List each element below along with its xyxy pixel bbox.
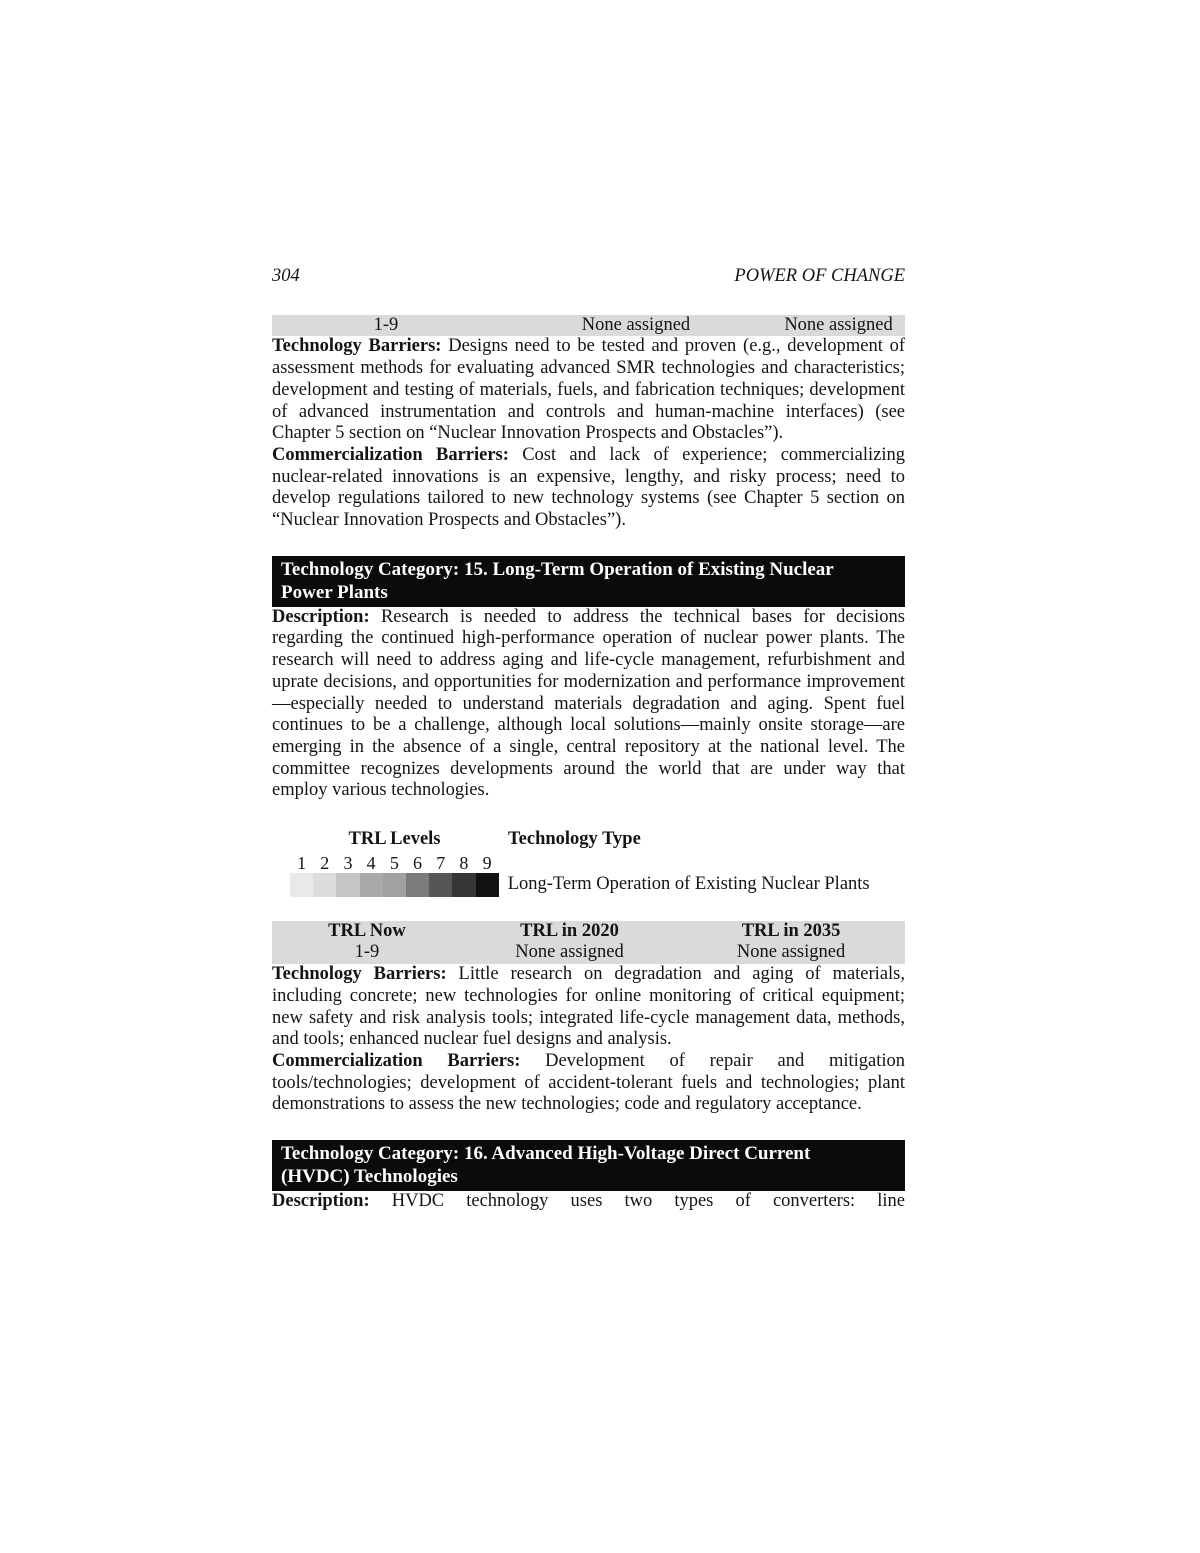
trl-2020-value: None assigned: [515, 942, 624, 963]
trl-2020-value: None assigned: [581, 314, 691, 335]
trl-level-7: 7: [436, 852, 446, 873]
technology-type-value: Long-Term Operation of Existing Nuclear Plants: [507, 873, 870, 894]
category-15-title-line1: Technology Category: 15. Long-Term Operation of Existing Nuclear: [281, 558, 834, 580]
trl-level-4: 4: [366, 852, 376, 873]
smr-technology-barriers-paragraph: [272, 336, 905, 445]
category-15-commercialization-barriers-paragraph: [272, 1051, 905, 1116]
trl-level-chart: [272, 829, 905, 897]
technology-barriers-label: Technology Barriers:: [272, 336, 442, 357]
trl-square-2: [313, 873, 336, 897]
trl-now-header: TRL Now: [328, 920, 406, 941]
category-15-title-line2: Power Plants: [281, 581, 388, 603]
trl-table-value-row: [272, 942, 905, 964]
page-content: [272, 266, 905, 1213]
commercialization-barriers-text: Cost and lack of experience; commercializing nuclear-related innovations is an expensive, lengthy, and risky process; need to develop regulations tailored to new technology systems (see Chapter 5 section on “Nuclear Innovation Prospects and Obstacles”).: [272, 444, 905, 531]
category-15-technology-barriers-paragraph: [272, 964, 905, 1051]
trl-2035-value: None assigned: [784, 314, 893, 335]
trl-now-value: 1-9: [373, 314, 399, 335]
description-text: HVDC technology uses two types of converters: line: [391, 1191, 905, 1212]
trl-level-numbers: [290, 853, 905, 873]
trl-square-3: [336, 873, 359, 897]
trl-gradient-strip: [290, 873, 499, 897]
trl-now-value: 1-9: [354, 942, 380, 963]
trl-level-2: 2: [320, 852, 330, 873]
category-16-header-bar: [272, 1140, 905, 1191]
trl-levels-heading: TRL Levels: [348, 829, 441, 850]
commercialization-barriers-text: Development of repair and mitigation tools/technologies; development of accident-tolerant fuels and technologies; plant demonstrations to assess the new technologies; code and regulatory acceptance.: [272, 1050, 905, 1115]
technology-barriers-text: Designs need to be tested and proven (e.g., development of assessment methods for evaluating advanced SMR technologies and characteristics; development and testing of materials, fuels, and fabrication techniques; development of advanced instrumentation and controls and human-machine interfaces) (see Chapter 5 section on “Nuclear Innovation Prospects and Obstacles”).: [272, 336, 905, 444]
page-number: 304: [272, 266, 300, 286]
running-header: [272, 266, 905, 288]
category-16-description-paragraph: [272, 1191, 905, 1213]
trl-table-header-row: [272, 921, 905, 943]
trl-square-9: [476, 873, 499, 897]
description-label: Description:: [272, 1191, 370, 1212]
trl-square-8: [452, 873, 475, 897]
category-15-description-paragraph: [272, 607, 905, 802]
technology-type-heading: Technology Type: [508, 829, 641, 850]
trl-square-1: [290, 873, 313, 897]
trl-table-continuation-row: [272, 315, 905, 337]
commercialization-barriers-label: Commercialization Barriers:: [272, 444, 509, 465]
trl-2035-header: TRL in 2035: [741, 920, 841, 941]
category-15-header-bar: [272, 556, 905, 607]
technology-barriers-label: Technology Barriers:: [272, 964, 447, 985]
category-16-title-line1: Technology Category: 16. Advanced High-Voltage Direct Current: [281, 1143, 811, 1165]
trl-chart-headings: [272, 829, 905, 851]
trl-level-1: 1: [297, 852, 307, 873]
trl-level-8: 8: [459, 852, 469, 873]
book-title: POWER OF CHANGE: [734, 266, 905, 286]
category-16-title-line2: (HVDC) Technologies: [281, 1166, 458, 1188]
trl-summary-table: [272, 921, 905, 964]
trl-square-5: [383, 873, 406, 897]
description-text: Research is needed to address the technical bases for decisions regarding the continued high-performance operation of nuclear power plants. The research will need to address aging and life-cycle management, refurbishment and uprate decisions, and opportunities for modernization and performance improvement—especially needed to understand materials degradation and aging. Spent fuel continues to be a challenge, although local solutions—mainly onsite storage—are emerging in the absence of a single, central repository at the national level. The committee recognizes developments around the world that are under way that employ various technologies.: [272, 606, 905, 801]
trl-level-6: 6: [413, 852, 423, 873]
trl-2020-header: TRL in 2020: [520, 920, 619, 941]
trl-gradient-row: [272, 873, 905, 897]
trl-square-6: [406, 873, 429, 897]
description-label: Description:: [272, 606, 370, 627]
trl-square-7: [429, 873, 452, 897]
trl-square-4: [360, 873, 383, 897]
technology-barriers-text: Little research on degradation and aging of materials, including concrete; new technologies for online monitoring of critical equipment; new safety and risk analysis tools; integrated life-cycle management data, methods, and tools; enhanced nuclear fuel designs and analysis.: [272, 964, 905, 1050]
commercialization-barriers-label: Commercialization Barriers:: [272, 1050, 521, 1071]
trl-level-3: 3: [343, 852, 353, 873]
trl-2035-value: None assigned: [736, 942, 846, 963]
smr-commercialization-barriers-paragraph: [272, 445, 905, 532]
trl-level-5: 5: [389, 852, 399, 873]
trl-level-9: 9: [482, 852, 492, 873]
